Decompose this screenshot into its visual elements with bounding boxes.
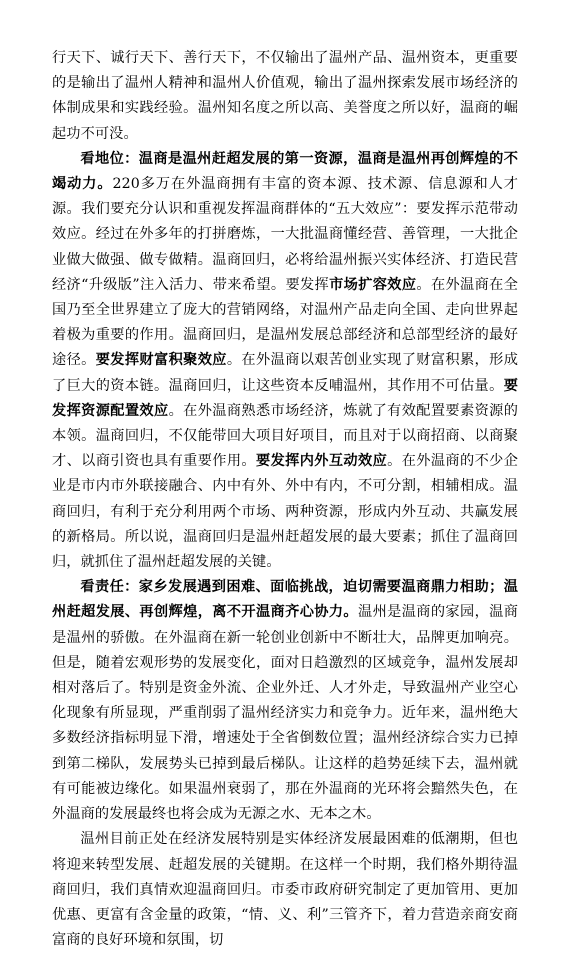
bold-text-run: 市场扩容效应 [329,276,417,293]
paragraph [52,575,518,827]
text-run: 。在外温商的不少企业是市内市外联接融合、内中有外、外中有内，不可分割，相辅相成。温商回归，有利于充分利用两个市场、两种资源，形成内外互动、共赢发展的新格局。所以说，温商回归是温州赶超发展的最大要素；抓住了温商回归，就抓住了温州赶超发展的关键。 [52,453,518,571]
paragraph [52,147,518,575]
text-run: 温州目前正处在经济发展特别是实体经济发展最困难的低潮期，但也将迎来转型发展、赶超发展的关键期。在这样一个时期，我们格外期待温商回归，我们真情欢迎温商回归。市委市政府研究制定了更加管用、更加优惠、更富有含金量的政策，“情、义、利”三管齐下，着力营造亲商安商富商的良好环境和氛围，切 [52,831,518,949]
text-run: 。在外温商在全国乃至全世界建立了庞大的营销网络，对温州产品走向全国、走向世界起着极为重要的作用。温商回归，是温州发展总部经济和总部型经济的最好途径。 [52,276,518,369]
text-run: 。在外温商熟悉市场经济，炼就了有效配置要素资源的本领。温商回归，不仅能带回大项目好项目，而且对于以商招商、以商聚才、以商引资也具有重要作用。 [52,402,518,470]
paragraph [52,46,518,147]
text-run: 行天下、诚行天下、善行天下，不仅输出了温州产品、温州资本，更重要的是输出了温州人精神和温州人价值观，输出了温州探索发展市场经济的体制成果和实践经验。温州知名度之所以高、美誉度之所以好，温商的崛起功不可没。 [52,50,518,142]
paragraph [52,827,518,953]
bold-text-run: 要发挥资源配置效应 [52,377,518,419]
text-run: 220多万在外温商拥有丰富的资本源、技术源、信息源和人才源。我们要充分认识和重视发挥温商群体的“五大效应”：要发挥示范带动效应。经过在外多年的打拼磨炼，一大批温商懂经营、善管理，一大批企业做大做强、做专做精。温商回归，必将给温州振兴实体经济、打造民营经济“升级版”注入活力、带来希望。要发挥 [52,176,518,293]
bold-text-run: 看责任：家乡发展遇到困难、面临挑战，迫切需要温商鼎力相助；温州赶超发展、再创辉煌，离不开温商齐心协力。 [52,579,518,621]
bold-text-run: 看地位：温商是温州赶超发展的第一资源，温商是温州再创辉煌的不竭动力。 [52,150,518,193]
bold-text-run: 要发挥财富积聚效应 [95,352,227,369]
bold-text-run: 要发挥内外互动效应 [256,453,388,470]
document-body [52,46,518,953]
text-run: 。在外温商以艰苦创业实现了财富积累，形成了巨大的资本链。温商回归，让这些资本反哺温州，其作用不可估量。 [52,352,518,394]
text-run: 温州是温商的家园，温商是温州的骄傲。在外温商在新一轮创业创新中不断壮大，品牌更加响亮。但是，随着宏观形势的发展变化，面对日趋激烈的区域竞争，温州发展却相对落后了。特别是资金外流、企业外迁、人才外走，导致温州产业空心化现象有所显现，严重削弱了温州经济实力和竞争力。近年来，温州绝大多数经济指标明显下滑，增速处于全省倒数位置；温州经济综合实力已掉到第二梯队，发展势头已掉到最后梯队。让这样的趋势延续下去，温州就有可能被边缘化。如果温州衰弱了，那在外温商的光环将会黯然失色，在外温商的发展最终也将会成为无源之水、无本之木。 [52,604,518,823]
